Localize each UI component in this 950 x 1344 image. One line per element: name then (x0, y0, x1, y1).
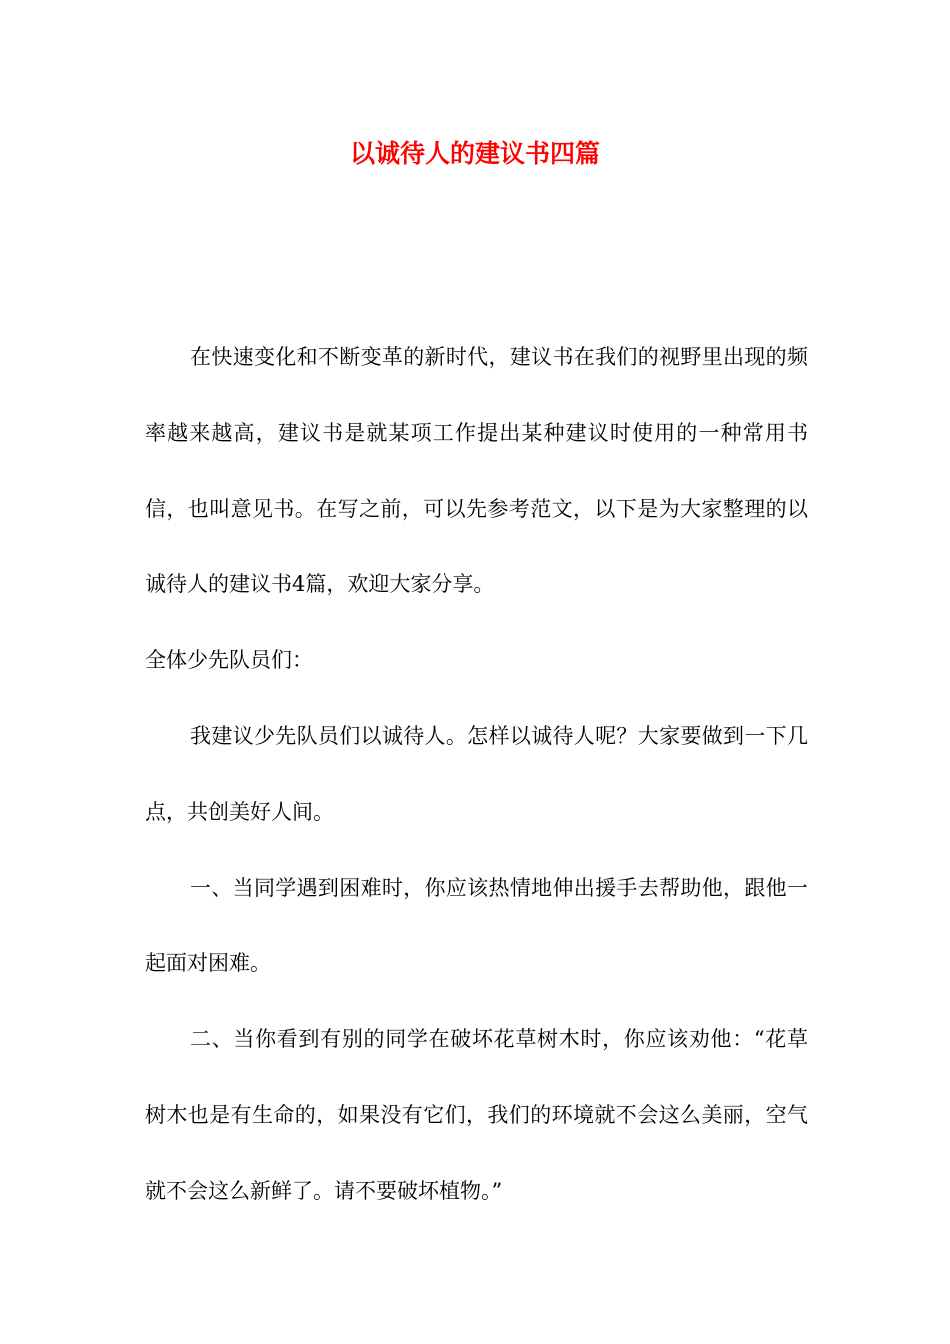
document-body (145, 320, 808, 1230)
intro-paragraph: 在快速变化和不断变革的新时代，建议书在我们的视野里出现的频率越来越高，建议书是就某项工作提出某种建议时使用的一种常用书信，也叫意见书。在写之前，可以先参考范文，以下是为大家整理的以诚待人的建议书4篇，欢迎大家分享。 (145, 345, 808, 597)
point-two-paragraph: 二、当你看到有别的同学在破坏花草树木时，你应该劝他：“花草树木也是有生命的，如果没有它们，我们的环境就不会这么美丽，空气就不会这么新鲜了。请不要破坏植物。” (145, 1027, 808, 1203)
salutation-paragraph: 全体少先队员们： (145, 648, 313, 673)
document-title: 以诚待人的建议书四篇 (349, 139, 600, 168)
point-one-paragraph: 一、当同学遇到困难时，你应该热情地伸出援手去帮助他，跟他一起面对困难。 (145, 875, 808, 976)
proposal-paragraph: 我建议少先队员们以诚待人。怎样以诚待人呢？大家要做到一下几点，共创美好人间。 (145, 723, 808, 824)
